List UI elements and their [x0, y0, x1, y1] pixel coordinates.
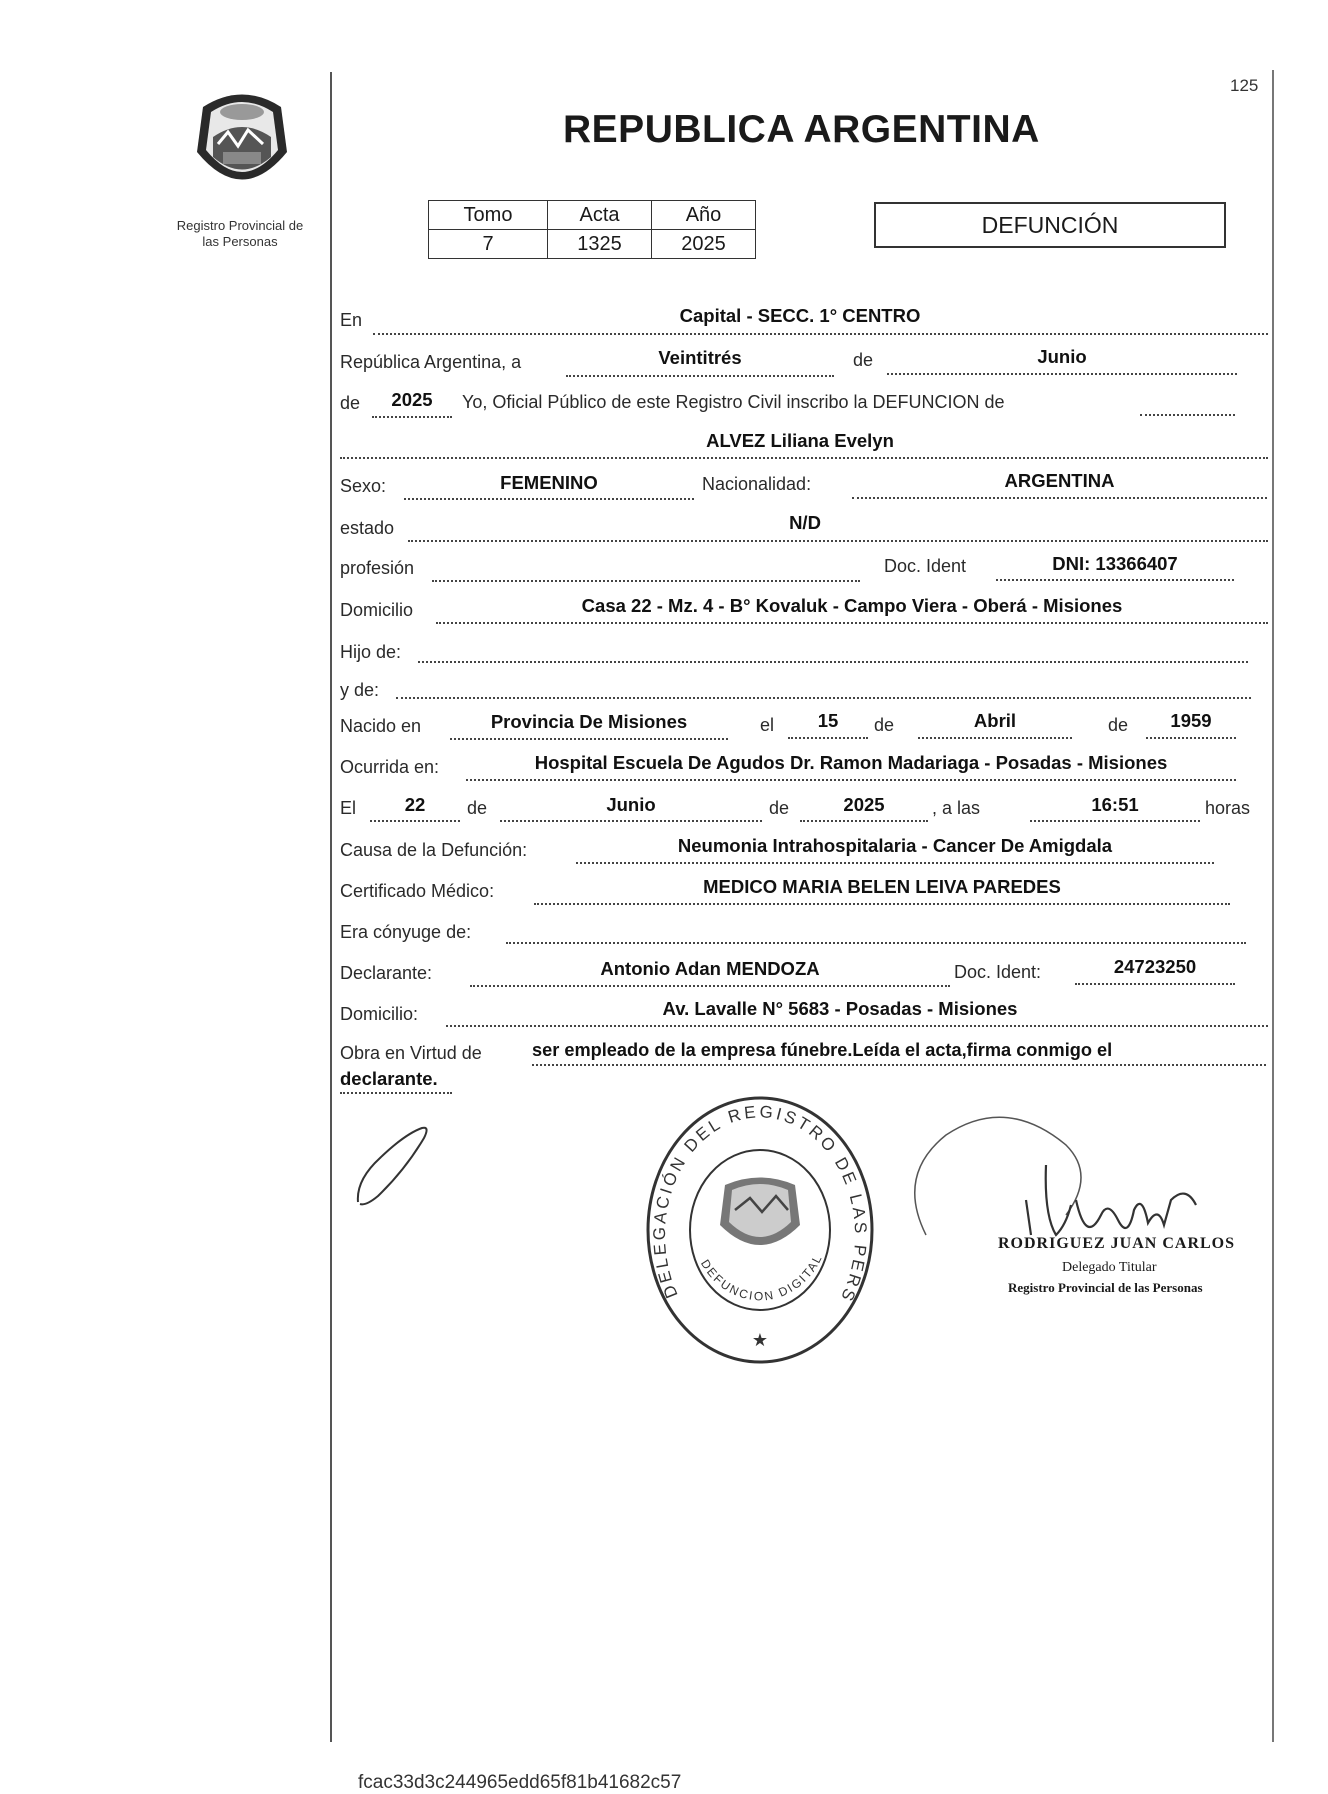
registry-label-line2: las Personas — [202, 234, 278, 249]
label-hijo-de: Hijo de: — [340, 642, 402, 662]
label-nacido-el: el — [760, 715, 775, 735]
dots-conyuge — [506, 942, 1246, 944]
dots-def-anio — [800, 820, 928, 822]
label-nacido-de1: de — [874, 715, 895, 735]
label-de-mes: de — [853, 350, 874, 370]
label-certificado: Certificado Médico: — [340, 881, 495, 901]
dots-doc — [996, 579, 1234, 581]
value-doc: DNI: 13366407 — [1052, 553, 1178, 574]
dots-hijo-de — [418, 661, 1248, 663]
dots-obra-line1 — [532, 1064, 1266, 1066]
anio-header: Año — [652, 201, 756, 230]
dots-causa — [576, 862, 1214, 864]
label-conyuge: Era cónyuge de: — [340, 922, 472, 942]
dots-domicilio2 — [446, 1025, 1268, 1027]
value-nombre: ALVEZ Liliana Evelyn — [706, 430, 894, 451]
label-sexo: Sexo: — [340, 476, 387, 496]
label-republica: República Argentina, a — [340, 352, 522, 372]
dots-inscribo-tail — [1140, 414, 1235, 416]
value-def-anio: 2025 — [843, 794, 885, 815]
signature-title: Delegado Titular — [1062, 1260, 1157, 1275]
left-margin-line — [330, 72, 332, 1742]
label-def-de1: de — [467, 798, 488, 818]
dots-obra-line2 — [340, 1092, 452, 1094]
dots-ocurrida — [466, 779, 1236, 781]
signature-office: Registro Provincial de las Personas — [1008, 1280, 1203, 1295]
value-nacido-anio: 1959 — [1170, 710, 1212, 731]
label-y-de: y de: — [340, 680, 380, 700]
label-def-de2: de — [769, 798, 790, 818]
label-el: El — [340, 798, 357, 818]
record-type-box: DEFUNCIÓN — [874, 202, 1226, 248]
dots-dia — [566, 375, 834, 377]
right-margin-line — [1272, 70, 1274, 1742]
dots-sexo — [404, 498, 694, 500]
anio-value: 2025 — [652, 230, 756, 259]
dots-nacionalidad — [852, 497, 1267, 499]
value-certificado: MEDICO MARIA BELEN LEIVA PAREDES — [703, 876, 1061, 897]
stamp-star-icon: ★ — [751, 1330, 769, 1350]
label-domicilio: Domicilio — [340, 600, 414, 620]
dots-lugar — [373, 333, 1268, 335]
label-domicilio2: Domicilio: — [340, 1004, 419, 1024]
registry-label — [150, 218, 330, 250]
value-obra-line1: ser empleado de la empresa fúnebre.Leída el acta,firma conmigo el — [532, 1040, 1113, 1060]
dots-domicilio — [436, 622, 1268, 624]
tomo-header: Tomo — [429, 201, 548, 230]
value-estado: N/D — [789, 512, 821, 533]
tomo-value: 7 — [429, 230, 548, 259]
dots-nacido-anio — [1146, 737, 1236, 739]
label-horas: horas — [1205, 798, 1251, 818]
label-doc-ident: Doc. Ident — [884, 556, 967, 576]
label-profesion: profesión — [340, 558, 415, 578]
value-nacido-mes: Abril — [973, 710, 1017, 731]
value-nacido-dia: 15 — [817, 710, 839, 731]
page-number: 125 — [1230, 76, 1259, 95]
svg-text:DEFUNCION DIGITAL — [698, 1251, 825, 1303]
record-index-table — [428, 200, 756, 259]
signature-name: RODRIGUEZ JUAN CARLOS — [998, 1235, 1236, 1252]
label-nacido-en: Nacido en — [340, 716, 422, 736]
dots-nacido-dia — [788, 737, 868, 739]
dots-def-hora — [1030, 820, 1200, 822]
dots-def-mes — [500, 820, 762, 822]
value-nacionalidad: ARGENTINA — [1004, 470, 1115, 491]
province-emblem — [183, 82, 301, 200]
dots-nombre — [340, 457, 1268, 459]
dots-nacido-lugar — [450, 738, 728, 740]
value-def-dia: 22 — [404, 794, 426, 815]
label-estado: estado — [340, 518, 395, 538]
value-domicilio: Casa 22 - Mz. 4 - B° Kovaluk - Campo Viera - Oberá - Misiones — [581, 595, 1123, 616]
registry-label-line1: Registro Provincial de — [176, 218, 304, 233]
dots-y-de — [396, 697, 1251, 699]
value-declarante-domicilio: Av. Lavalle N° 5683 - Posadas - Misiones — [662, 998, 1018, 1019]
stamp-outer-text: DELEGACIÓN DEL REGISTRO DE LAS PERS — [649, 1102, 871, 1307]
value-declarante: Antonio Adan MENDOZA — [600, 958, 820, 979]
value-ocurrida-lugar: Hospital Escuela De Agudos Dr. Ramon Madariaga - Posadas - Misiones — [534, 752, 1168, 773]
dots-mes — [887, 373, 1237, 375]
signature-scribble — [896, 1105, 1276, 1285]
dots-anio — [372, 416, 452, 418]
label-declarante: Declarante: — [340, 963, 433, 983]
value-causa: Neumonia Intrahospitalaria - Cancer De Amigdala — [677, 835, 1113, 856]
value-dia-texto: Veintitrés — [658, 347, 742, 368]
value-nacido-lugar: Provincia De Misiones — [490, 711, 688, 732]
label-de-anio: de — [340, 393, 361, 413]
label-nacido-de2: de — [1108, 715, 1129, 735]
value-declarante-doc: 24723250 — [1113, 956, 1197, 977]
value-anio: 2025 — [391, 389, 433, 410]
label-doc-ident2: Doc. Ident: — [954, 962, 1042, 982]
dots-def-dia — [370, 820, 460, 822]
dots-declarante-doc — [1075, 983, 1235, 985]
stamp-inner-text: DEFUNCION DIGITAL — [698, 1251, 826, 1304]
dots-estado — [408, 540, 1268, 542]
value-def-mes: Junio — [606, 794, 656, 815]
label-ocurrida-en: Ocurrida en: — [340, 757, 440, 777]
label-a-las: , a las — [932, 798, 981, 818]
dots-declarante — [470, 985, 950, 987]
value-mes: Junio — [1037, 346, 1087, 367]
label-inscribo: Yo, Oficial Público de este Registro Civil inscribo la DEFUNCION de — [462, 392, 1005, 412]
dots-certificado — [534, 903, 1230, 905]
label-nacionalidad: Nacionalidad: — [702, 474, 812, 494]
acta-header: Acta — [548, 201, 652, 230]
label-en: En — [340, 310, 363, 330]
dots-nacido-mes — [918, 737, 1072, 739]
acta-value: 1325 — [548, 230, 652, 259]
value-lugar: Capital - SECC. 1° CENTRO — [679, 305, 921, 326]
value-def-hora: 16:51 — [1091, 794, 1139, 815]
value-obra-line2: declarante. — [340, 1068, 438, 1089]
label-obra: Obra en Virtud de — [340, 1043, 482, 1063]
value-sexo: FEMENINO — [500, 472, 598, 493]
pen-stroke — [350, 1120, 450, 1210]
official-stamp — [640, 1090, 880, 1370]
dots-profesion — [432, 580, 860, 582]
document-title: REPUBLICA ARGENTINA — [563, 108, 1040, 151]
document-hash: fcac33d3c244965edd65f81b41682c57 — [358, 1772, 682, 1793]
label-causa: Causa de la Defunción: — [340, 840, 528, 860]
